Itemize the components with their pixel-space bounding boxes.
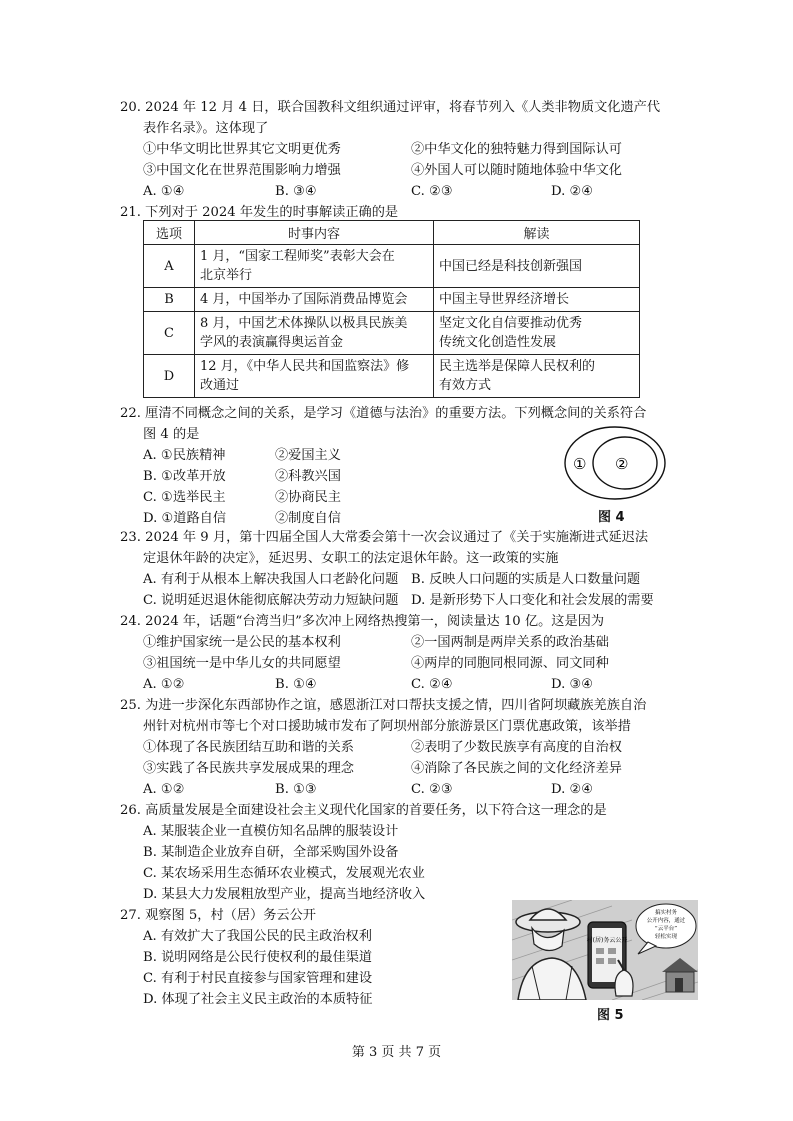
q26-option-a: A. 某服装企业一直模仿知名品牌的服装设计	[143, 824, 399, 839]
q20-statement-3: ③中国文化在世界范围影响力增强	[143, 163, 341, 178]
q27-stem: 27. 观察图 5，村（居）务云公开	[120, 908, 316, 923]
q25-option-c: C. ②③	[411, 782, 453, 797]
row-option: D	[144, 355, 195, 398]
q23-option-d: D. 是新形势下人口变化和社会发展的需要	[411, 593, 654, 608]
row-option: C	[144, 312, 195, 355]
row-interp-line1: 坚定文化自信要推动优秀	[439, 316, 583, 331]
row-interpretation	[434, 288, 640, 312]
q23-stem-line1: 23. 2024 年 9 月，第十四届全国人大常委会第十一次会议通过了《关于实施渐进式延迟法	[120, 530, 649, 545]
table-row	[144, 355, 640, 398]
table-header-interpretation: 解读	[434, 221, 640, 245]
row-interpretation	[434, 245, 640, 288]
q20-statement-4: ④外国人可以随时随地体验中华文化	[411, 163, 622, 178]
q23-option-c: C. 说明延迟退休能彻底解决劳动力短缺问题	[143, 593, 399, 608]
q25-stem-line1: 25. 为进一步深化东西部协作之谊，感恩浙江对口帮扶支援之情，四川省阿坝藏族羌族自治	[120, 698, 647, 713]
q21-table	[143, 220, 640, 398]
q24-statement-4: ④两岸的同胞同根同源、同文同种	[411, 656, 609, 671]
figure-4-caption: 图 4	[598, 510, 625, 525]
inner-set-label: ②	[615, 455, 629, 473]
row-event-line1: 4 月，中国举办了国际消费品博览会	[200, 292, 408, 307]
q24-statement-2: ②一国两制是两岸关系的政治基础	[411, 635, 609, 650]
phone-screen-text: 村(居)务云公开	[586, 937, 628, 944]
table-header-row	[144, 221, 640, 245]
q22-option-b-concept1: B. ①改革开放	[143, 469, 226, 484]
q22-option-a-concept2: ②爱国主义	[275, 448, 341, 463]
hand-icon	[615, 970, 633, 996]
q26-option-c: C. 某农场采用生态循环农业模式，发展观光农业	[143, 866, 425, 881]
figure-5-caption: 图 5	[597, 1008, 624, 1023]
row-event-line2: 改通过	[200, 378, 240, 393]
row-interp-line2: 有效方式	[439, 378, 492, 393]
row-event-line1: 12 月，《中华人民共和国监察法》修	[200, 359, 410, 374]
row-event-line1: 1 月，“国家工程师奖”表彰大会在	[200, 249, 395, 264]
q24-option-c: C. ②④	[411, 677, 453, 692]
q27-option-b: B. 说明网络是公民行使权利的最佳渠道	[143, 950, 373, 965]
row-event	[195, 288, 434, 312]
bubble-text-line1: 搞实村务	[654, 910, 678, 916]
q20-statement-1: ①中华文明比世界其它文明更优秀	[143, 142, 341, 157]
row-event	[195, 312, 434, 355]
q20-option-c: C. ②③	[411, 184, 453, 199]
q25-statement-3: ③实践了各民族共享发展成果的理念	[143, 761, 354, 776]
smartphone-icon	[587, 922, 633, 996]
q21-stem: 21. 下列对于 2024 年发生的时事解读正确的是	[120, 205, 399, 220]
q22-option-c-concept1: C. ①选举民主	[143, 490, 226, 505]
q25-statement-2: ②表明了少数民族享有高度的自治权	[411, 740, 622, 755]
figure-5-cartoon	[512, 900, 698, 1000]
q23-stem-line2: 定退休年龄的决定》，延迟男、女职工的法定退休年龄。这一政策的实施	[143, 551, 559, 566]
q25-option-a: A. ①②	[143, 782, 185, 797]
table-header-option: 选项	[144, 221, 195, 245]
q22-option-b-concept2: ②科教兴国	[275, 469, 341, 484]
q20-option-a: A. ①④	[143, 184, 185, 199]
q25-statement-1: ①体现了各民族团结互助和谐的关系	[143, 740, 354, 755]
row-option: A	[144, 245, 195, 288]
q25-option-b: B. ①③	[275, 782, 317, 797]
row-interpretation	[434, 312, 640, 355]
q22-option-a-concept1: A. ①民族精神	[143, 448, 226, 463]
figure-4-venn-diagram	[563, 425, 668, 505]
q25-stem-line2: 州针对杭州市等七个对口援助城市发布了阿坝州部分旅游景区门票优惠政策，该举措	[143, 719, 631, 734]
row-interp-line1: 中国已经是科技创新强国	[439, 258, 583, 274]
q24-option-b: B. ①④	[275, 677, 317, 692]
q24-stem: 24. 2024 年，话题“台湾当归”多次冲上网络热搜第一，阅读量达 10 亿。这是因为	[120, 614, 605, 629]
bubble-text-line2: 公开内容，通过	[646, 918, 686, 924]
row-event-line2: 学风的表演赢得奥运首金	[200, 335, 344, 350]
table-header-event: 时事内容	[195, 221, 434, 245]
q22-option-c-concept2: ②协商民主	[275, 490, 341, 505]
q23-option-b: B. 反映人口问题的实质是人口数量问题	[411, 572, 641, 587]
q20-stem-line1: 20. 2024 年 12 月 4 日，联合国教科文组织通过评审，将春节列入《人类非物质文化遗产代	[120, 100, 661, 115]
q23-option-a: A. 有利于从根本上解决我国人口老龄化问题	[143, 572, 399, 587]
row-interp-line1: 民主选举是保障人民权利的	[439, 359, 596, 374]
table-row	[144, 288, 640, 312]
q26-stem: 26. 高质量发展是全面建设社会主义现代化国家的首要任务，以下符合这一理念的是	[120, 803, 607, 818]
bubble-text-line3: “云平台”	[654, 926, 678, 932]
q24-statement-1: ①维护国家统一是公民的基本权利	[143, 635, 341, 650]
table-row	[144, 312, 640, 355]
q27-option-c: C. 有利于村民直接参与国家管理和建设	[143, 971, 373, 986]
q27-option-d: D. 体现了社会主义民主政治的本质特征	[143, 992, 373, 1007]
q24-option-a: A. ①②	[143, 677, 185, 692]
row-event-line2: 北京举行	[200, 268, 253, 283]
table-row	[144, 245, 640, 288]
q22-stem-line2: 图 4 的是	[143, 427, 200, 442]
q20-statement-2: ②中华文化的独特魅力得到国际认可	[411, 142, 622, 157]
q26-option-d: D. 某县大力发展粗放型产业，提高当地经济收入	[143, 887, 426, 902]
row-option: B	[144, 288, 195, 312]
q24-option-d: D. ③④	[551, 677, 594, 692]
outer-set-label: ①	[573, 455, 587, 473]
q20-option-b: B. ③④	[275, 184, 317, 199]
row-event	[195, 245, 434, 288]
row-interpretation	[434, 355, 640, 398]
q22-stem-line1: 22. 厘清不同概念之间的关系，是学习《道德与法治》的重要方法。下列概念间的关系符合	[120, 406, 647, 421]
page-number-footer: 第 3 页 共 7 页	[351, 1045, 442, 1060]
q22-option-d-concept2: ②制度自信	[275, 511, 341, 526]
row-interp-line1: 中国主导世界经济增长	[439, 292, 570, 307]
row-event-line1: 8 月，中国艺术体操队以极具民族美	[200, 316, 408, 331]
q20-option-d: D. ②④	[551, 184, 594, 199]
bubble-text-line4: 轻松实现	[654, 934, 678, 940]
q25-option-d: D. ②④	[551, 782, 594, 797]
q24-statement-3: ③祖国统一是中华儿女的共同愿望	[143, 656, 341, 671]
q27-option-a: A. 有效扩大了我国公民的民主政治权利	[143, 929, 372, 944]
q26-option-b: B. 某制造企业放弃自研，全部采购国外设备	[143, 845, 399, 860]
q22-option-d-concept1: D. ①道路自信	[143, 511, 227, 526]
row-interp-line2: 传统文化创造性发展	[439, 335, 557, 350]
q20-stem-line2: 表作名录》。这体现了	[143, 121, 269, 136]
q25-statement-4: ④消除了各民族之间的文化经济差异	[411, 761, 622, 776]
row-event	[195, 355, 434, 398]
